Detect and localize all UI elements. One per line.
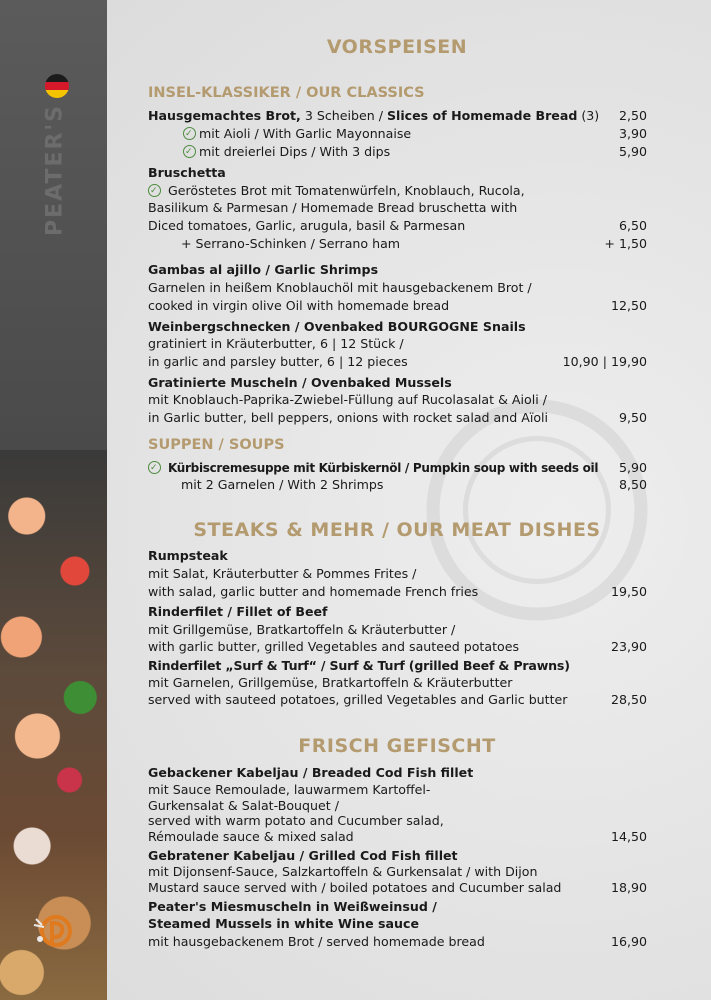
snails-desc-1: gratiniert in Kräuterbutter, 6 | 12 Stück / bbox=[148, 336, 404, 351]
bruschetta-desc-1: ✓ Geröstetes Brot mit Tomatenwürfeln, Knoblauch, Rucola, bbox=[148, 182, 647, 200]
snails-title: Weinbergschnecken / Ovenbaked BOURGOGNE Snails bbox=[148, 319, 526, 334]
rumpsteak-desc-1: mit Salat, Kräuterbutter & Pommes Frites / bbox=[148, 566, 417, 581]
mussels-wine-desc: mit hausgebackenem Brot / served homemade bread 16,90 bbox=[148, 934, 647, 949]
mussels-gratin-desc-2: in Garlic butter, bell peppers, onions with rocket salad and Aïoli 9,50 bbox=[148, 410, 647, 425]
gambas-desc-2: cooked in virgin olive Oil with homemade bread 12,50 bbox=[148, 298, 647, 313]
vegetarian-icon bbox=[183, 145, 196, 158]
subsection-classics: INSEL-KLASSIKER / OUR CLASSICS bbox=[148, 85, 425, 101]
left-decorative-strip bbox=[0, 0, 107, 1000]
bruschetta-title: Bruschetta bbox=[148, 165, 226, 180]
cod-breaded-desc-4: Rémoulade sauce & mixed salad 14,50 bbox=[148, 829, 647, 844]
snails-desc-2: in garlic and parsley butter, 6 | 12 pieces 10,90 | 19,90 bbox=[148, 354, 647, 369]
price: 9,50 bbox=[618, 410, 647, 425]
price: + 1,50 bbox=[604, 236, 647, 251]
gambas-title: Gambas al ajillo / Garlic Shrimps bbox=[148, 262, 379, 277]
brand-vertical-logo: PEATER'S bbox=[42, 103, 68, 237]
subsection-soups: SUPPEN / SOUPS bbox=[148, 437, 285, 453]
gambas-desc-1: Garnelen in heißem Knoblauchöl mit hausgebackenem Brot / bbox=[148, 280, 532, 295]
bread-title: Hausgemachtes Brot, 3 Scheiben / Slices of Homemade Bread (3) 2,50 bbox=[148, 108, 647, 123]
restaurant-logo-icon bbox=[30, 905, 78, 953]
cod-grilled-title: Gebratener Kabeljau / Grilled Cod Fish fillet bbox=[148, 848, 458, 863]
price: 5,90 bbox=[618, 144, 647, 159]
price: 18,90 bbox=[610, 880, 647, 895]
section-title-fish: FRISCH GEFISCHT bbox=[298, 735, 496, 757]
vegetarian-icon bbox=[183, 127, 196, 140]
price: 8,50 bbox=[618, 477, 647, 492]
price: 16,90 bbox=[610, 934, 647, 949]
bruschetta-desc-2: Basilikum & Parmesan / Homemade Bread bruschetta with bbox=[148, 200, 518, 215]
bread-aioli: ✓mit Aioli / With Garlic Mayonnaise 3,90 bbox=[148, 125, 647, 143]
surf-turf-title: Rinderfilet „Surf & Turf“ / Surf & Turf (grilled Beef & Prawns) bbox=[148, 658, 570, 673]
rumpsteak-desc-2: with salad, garlic butter and homemade French fries 19,50 bbox=[148, 584, 647, 599]
cod-grilled-desc-2: Mustard sauce served with / boiled potatoes and Cucumber salad 18,90 bbox=[148, 880, 647, 895]
surf-turf-desc-1: mit Garnelen, Grillgemüse, Bratkartoffeln & Kräuterbutter bbox=[148, 675, 513, 690]
mussels-gratin-title: Gratinierte Muscheln / Ovenbaked Mussels bbox=[148, 375, 452, 390]
price: 19,50 bbox=[610, 584, 647, 599]
mussels-wine-title-2: Steamed Mussels in white Wine sauce bbox=[148, 916, 420, 931]
mussels-wine-title-1: Peater's Miesmuscheln in Weißweinsud / bbox=[148, 899, 437, 914]
price: 14,50 bbox=[610, 829, 647, 844]
mussels-gratin-desc-1: mit Knoblauch-Paprika-Zwiebel-Füllung auf Rucolasalat & Aioli / bbox=[148, 392, 547, 407]
bread-dips: ✓mit dreierlei Dips / With 3 dips 5,90 bbox=[148, 143, 647, 161]
cod-breaded-title: Gebackener Kabeljau / Breaded Cod Fish fillet bbox=[148, 765, 474, 780]
price: 10,90 | 19,90 bbox=[562, 354, 647, 369]
cod-breaded-desc-1: mit Sauce Remoulade, lauwarmem Kartoffel- bbox=[148, 782, 431, 797]
bruschetta-desc-3: Diced tomatoes, Garlic, arugula, basil & Parmesan 6,50 bbox=[148, 218, 647, 233]
cod-grilled-desc-1: mit Dijonsenf-Sauce, Salzkartoffeln & Gurkensalat / with Dijon bbox=[148, 864, 538, 879]
surf-turf-desc-2: served with sauteed potatoes, grilled Vegetables and Garlic butter 28,50 bbox=[148, 692, 647, 707]
vegetarian-icon bbox=[148, 184, 161, 197]
price: 12,50 bbox=[610, 298, 647, 313]
vegetarian-icon bbox=[148, 461, 161, 474]
german-flag-icon[interactable] bbox=[45, 74, 69, 98]
price: 6,50 bbox=[618, 218, 647, 233]
section-title-steaks: STEAKS & MEHR / OUR MEAT DISHES bbox=[193, 519, 601, 541]
soup-title: ✓ Kürbiscremesuppe mit Kürbiskernöl / Pumpkin soup with seeds oil 5,90 bbox=[148, 459, 647, 477]
filet-desc-2: with garlic butter, grilled Vegetables and sauteed potatoes 23,90 bbox=[148, 639, 647, 654]
cod-breaded-desc-3: served with warm potato and Cucumber salad, bbox=[148, 813, 444, 828]
price: 3,90 bbox=[618, 126, 647, 141]
filet-title: Rinderfilet / Fillet of Beef bbox=[148, 604, 328, 619]
cod-breaded-desc-2: Gurkensalat & Salat-Bouquet / bbox=[148, 798, 339, 813]
section-title-vorspeisen: VORSPEISEN bbox=[326, 36, 468, 58]
price: 23,90 bbox=[610, 639, 647, 654]
filet-desc-1: mit Grillgemüse, Bratkartoffeln & Kräuterbutter / bbox=[148, 622, 456, 637]
price: 2,50 bbox=[618, 108, 647, 123]
rumpsteak-title: Rumpsteak bbox=[148, 548, 228, 563]
price: 5,90 bbox=[618, 460, 647, 475]
soup-extra: mit 2 Garnelen / With 2 Shrimps 8,50 bbox=[181, 477, 647, 492]
bruschetta-extra: + Serrano-Schinken / Serrano ham + 1,50 bbox=[181, 236, 647, 251]
price: 28,50 bbox=[610, 692, 647, 707]
menu-page bbox=[107, 0, 711, 1000]
